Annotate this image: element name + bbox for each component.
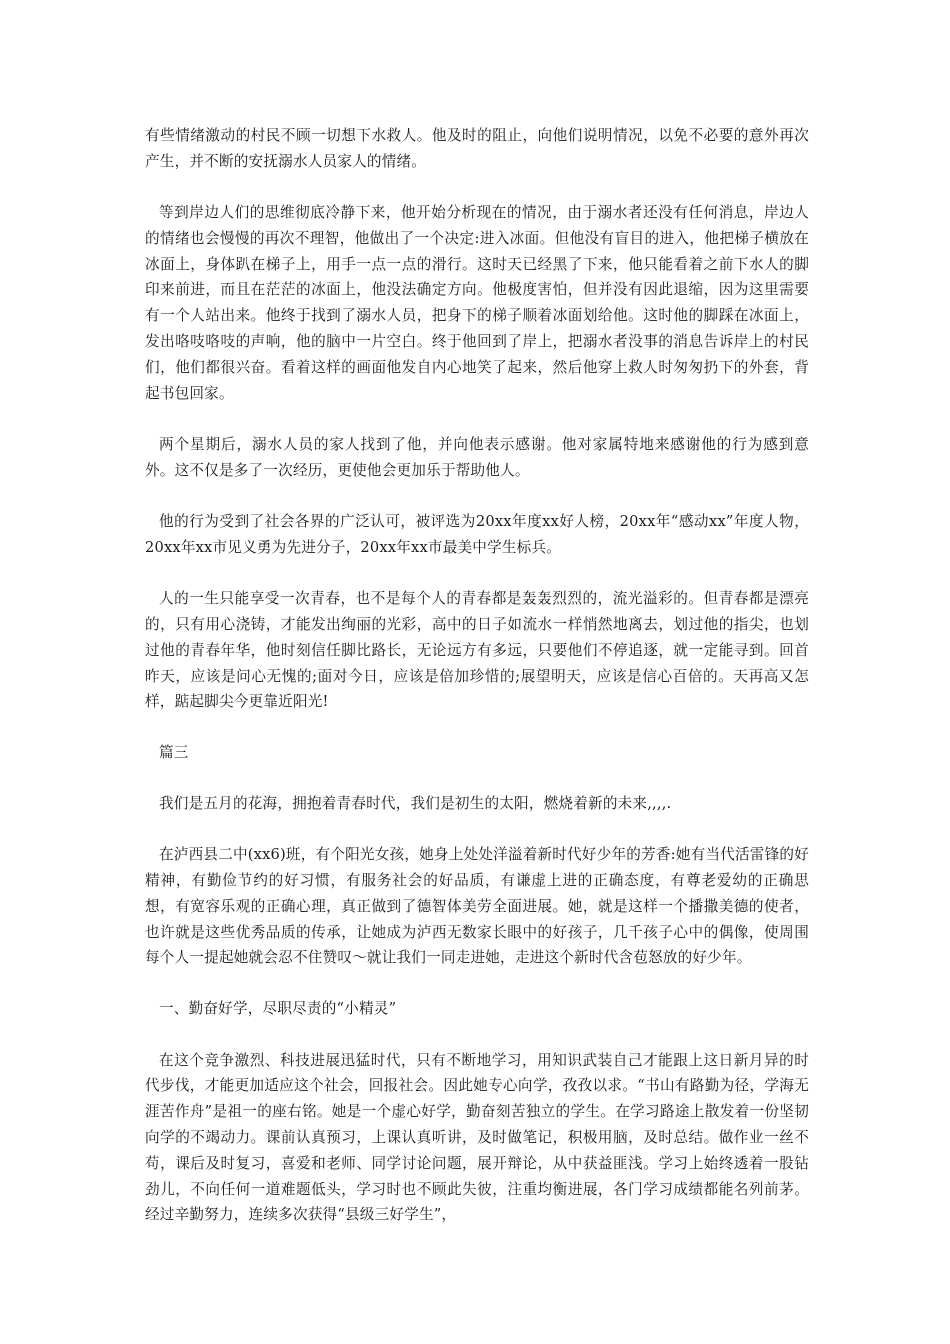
paragraph-sunshine-girl: 在泸西县二中(xx6)班，有个阳光女孩，她身上处处洋溢着新时代好少年的芳香:她有当代活雷锋的好精神，有勤俭节约的好习惯，有服务社会的好品质，有谦虚上进的正确态度，有尊老爱幼的正确思想，有宽容乐观的正确心理，真正做到了德智体美劳全面进展。她，就是这样一个播撒美德的使者，也许就是这些优秀品质的传承，让她成为泸西无数家长眼中的好孩子，几千孩子心中的偶像，使周围每个人一提起她就会忍不住赞叹～就让我们一同走进她，走进这个新时代含苞怒放的好少年。 [145, 846, 809, 967]
subheading-diligent-study: 一、勤奋好学，尽职尽责的“小精灵” [159, 1000, 397, 1018]
paragraph-youth-reflection: 人的一生只能享受一次青春，也不是每个人的青春都是轰轰烈烈的，流光溢彩的。但青春都是漂亮的，只有用心浇铸，才能发出绚丽的光彩，高中的日子如流水一样悄然地离去，划过他的指尖，也划过他的青春年华，他时刻信任脚比路长，无论远方有多远，只要他们不停追逐，就一定能寻到。回首昨天，应该是问心无愧的;面对今日，应该是倍加珍惜的;展望明天，应该是信心百倍的。天再高又怎样，踮起脚尖今更靠近阳光! [145, 590, 809, 711]
document-body [145, 123, 809, 1228]
paragraph-family-thanks: 两个星期后，溺水人员的家人找到了他，并向他表示感谢。他对家属特地来感谢他的行为感到意外。这不仅是多了一次经历，更使他会更加乐于帮助他人。 [145, 435, 809, 479]
paragraph-intro-may-flowers: 我们是五月的花海，拥抱着青春时代，我们是初生的太阳，燃烧着新的未来,,,,. [159, 794, 672, 812]
paragraph-honors: 他的行为受到了社会各界的广泛认可，被评选为20xx年度xx好人榜，20xx年“感动xx”年度人物， 20xx年xx市见义勇为先进分子，20xx年xx市最美中学生标兵。 [145, 513, 809, 556]
paragraph-ice-rescue: 等到岸边人们的思维彻底冷静下来，他开始分析现在的情况，由于溺水者还没有任何消息，岸边人的情绪也会慢慢的再次不理智，他做出了一个决定:进入冰面。但他没有盲目的进入，他把梯子横放在冰面上，身体趴在梯子上，用手一点一点的滑行。这时天已经黑了下来，他只能看着之前下水人的脚印来前进，而且在茫茫的冰面上，他没法确定方向。他极度害怕，但并没有因此退缩，因为这里需要有一个人站出来。他终于找到了溺水人员，把身下的梯子顺着冰面划给他。这时他的脚踩在冰面上，发出咯吱咯吱的声响，他的脑中一片空白。终于他回到了岸上，把溺水者没事的消息告诉岸上的村民们，他们都很兴奋。看着这样的画面他发自内心地笑了起来，然后他穿上救人时匆匆扔下的外套，背起书包回家。 [145, 204, 809, 402]
paragraph-study-habits: 在这个竞争激烈、科技进展迅猛时代，只有不断地学习，用知识武装自己才能跟上这日新月异的时代步伐，才能更加适应这个社会，回报社会。因此她专心向学，孜孜以求。“书山有路勤为径，学海无涯苦作舟”是祖一的座右铭。她是一个虚心好学，勤奋刻苦独立的学生。在学习路途上散发着一份坚韧向学的不竭动力。课前认真预习，上课认真听讲，及时做笔记，积极用脑，及时总结。做作业一丝不苟，课后及时复习，喜爱和老师、同学讨论问题，展开辩论，从中获益匪浅。学习上始终透着一股钻劲儿，不向任何一道难题低头，学习时也不顾此失彼，注重均衡进展，各门学习成绩都能名列前茅。经过辛勤努力，连续多次获得“县级三好学生”， [145, 1051, 809, 1224]
paragraph-villagers-rescue-attempt: 有些情绪激动的村民不顾一切想下水救人。他及时的阻止，向他们说明情况，以免不必要的意外再次产生，并不断的安抚溺水人员家人的情绪。 [145, 127, 809, 170]
section-heading-part-three: 篇三 [159, 744, 189, 762]
